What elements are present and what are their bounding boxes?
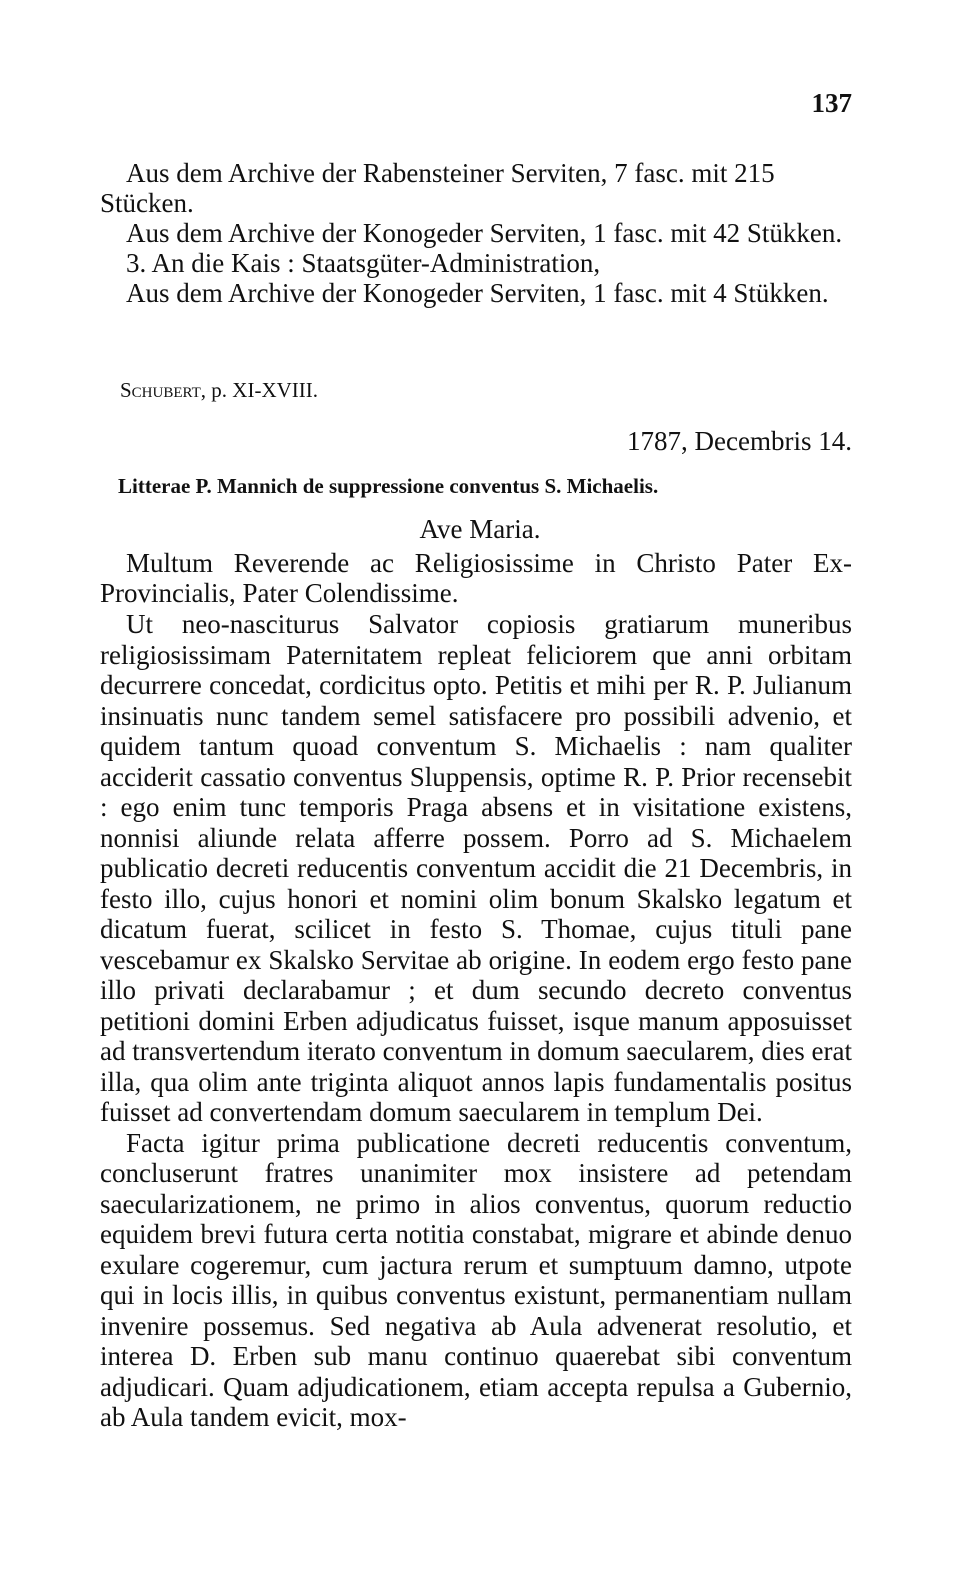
page-number: 137: [811, 88, 852, 118]
archive-notes: [100, 158, 852, 308]
archive-note: Aus dem Archive der Konogeder Serviten, 1 fasc. mit 4 Stükken.: [126, 278, 829, 308]
letter-title: Litterae P. Mannich de suppressione conventus S. Michaelis.: [118, 474, 659, 498]
reference-pages: , p. XI-XVIII.: [200, 378, 319, 402]
letter-date: 1787, Decembris 14.: [627, 426, 852, 456]
letter-address: Multum Reverende ac Religiosissime in Christo Pater Ex- Provincialis, Pater Colendissime.: [100, 548, 852, 608]
body-paragraph: Facta igitur prima publicatione decreti reducentis conventum, concluserunt fratres unanimiter mox insistere ad petendam saecularizationem, ne primo in alios conventus, quorum reductio equidem brevi futura certa notitia constabat, migrare et abinde denuo exulare cogeremur, cum jactura rerum et sumptuum damno, utpote qui in locis illis, in quibus conventus existunt, permanentiam nullam invenire possemus. Sed negativa ab Aula advenerat resolutio, et interea D. Erben sub manu continuo quaerebat sibi conventum adjudicari. Quam adjudicationem, etiam accepta repulsa a Gubernio, ab Aula tandem evicit, mox-: [100, 1127, 852, 1432]
letter-body: [100, 609, 852, 1433]
archive-note: 3. An die Kais : Staatsgüter-Administration,: [126, 248, 601, 278]
reference-author: Schubert: [120, 378, 201, 402]
source-reference: [120, 378, 318, 403]
archive-note: Aus dem Archive der Rabensteiner Serviten, 7 fasc. mit 215 Stücken.: [100, 158, 775, 218]
body-paragraph: Ut neo-nasciturus Salvator copiosis gratiarum muneribus religiosissimam Paternitatem repleat feliciorem que anni orbitam decurrere concedat, cordicitus opto. Petitis et mihi per R. P. Julianum insinuatis nunc tandem semel satisfacere pro possibili advenio, et quidem tantum quoad conventum S. Michaelis : nam qualiter acciderit cassatio conventus Sluppensis, optime R. P. Prior recensebit : ego enim tunc temporis Praga absens et in visitatione existens, nonnisi aliunde relata afferre possem. Porro ad S. Michaelem publicatio decreti reducentis conventum accidit die 21 Decembris, in festo illo, cujus honori et nomini olim bonum Skalsko legatum et dicatum fuerat, scilicet in festo S. Thomae, cujus tituli pane vescebamur ex Skalsko Servitae ab origine. In eodem ergo festo pane illo privati declarabamur ; et dum secundo decreto conventus petitioni domini Erben adjudicatus fuisset, isque manum apposuisset ad transvertendum iterato conventum in domum saecularem, dies erat illa, qua olim ante triginta aliquot annos lapis fundamentalis positus fuisset ad convertendam domum saecularem in templum Dei.: [100, 609, 852, 1127]
salutation: Ave Maria.: [419, 514, 541, 544]
archive-note: Aus dem Archive der Konogeder Serviten, 1 fasc. mit 42 Stükken.: [126, 218, 843, 248]
